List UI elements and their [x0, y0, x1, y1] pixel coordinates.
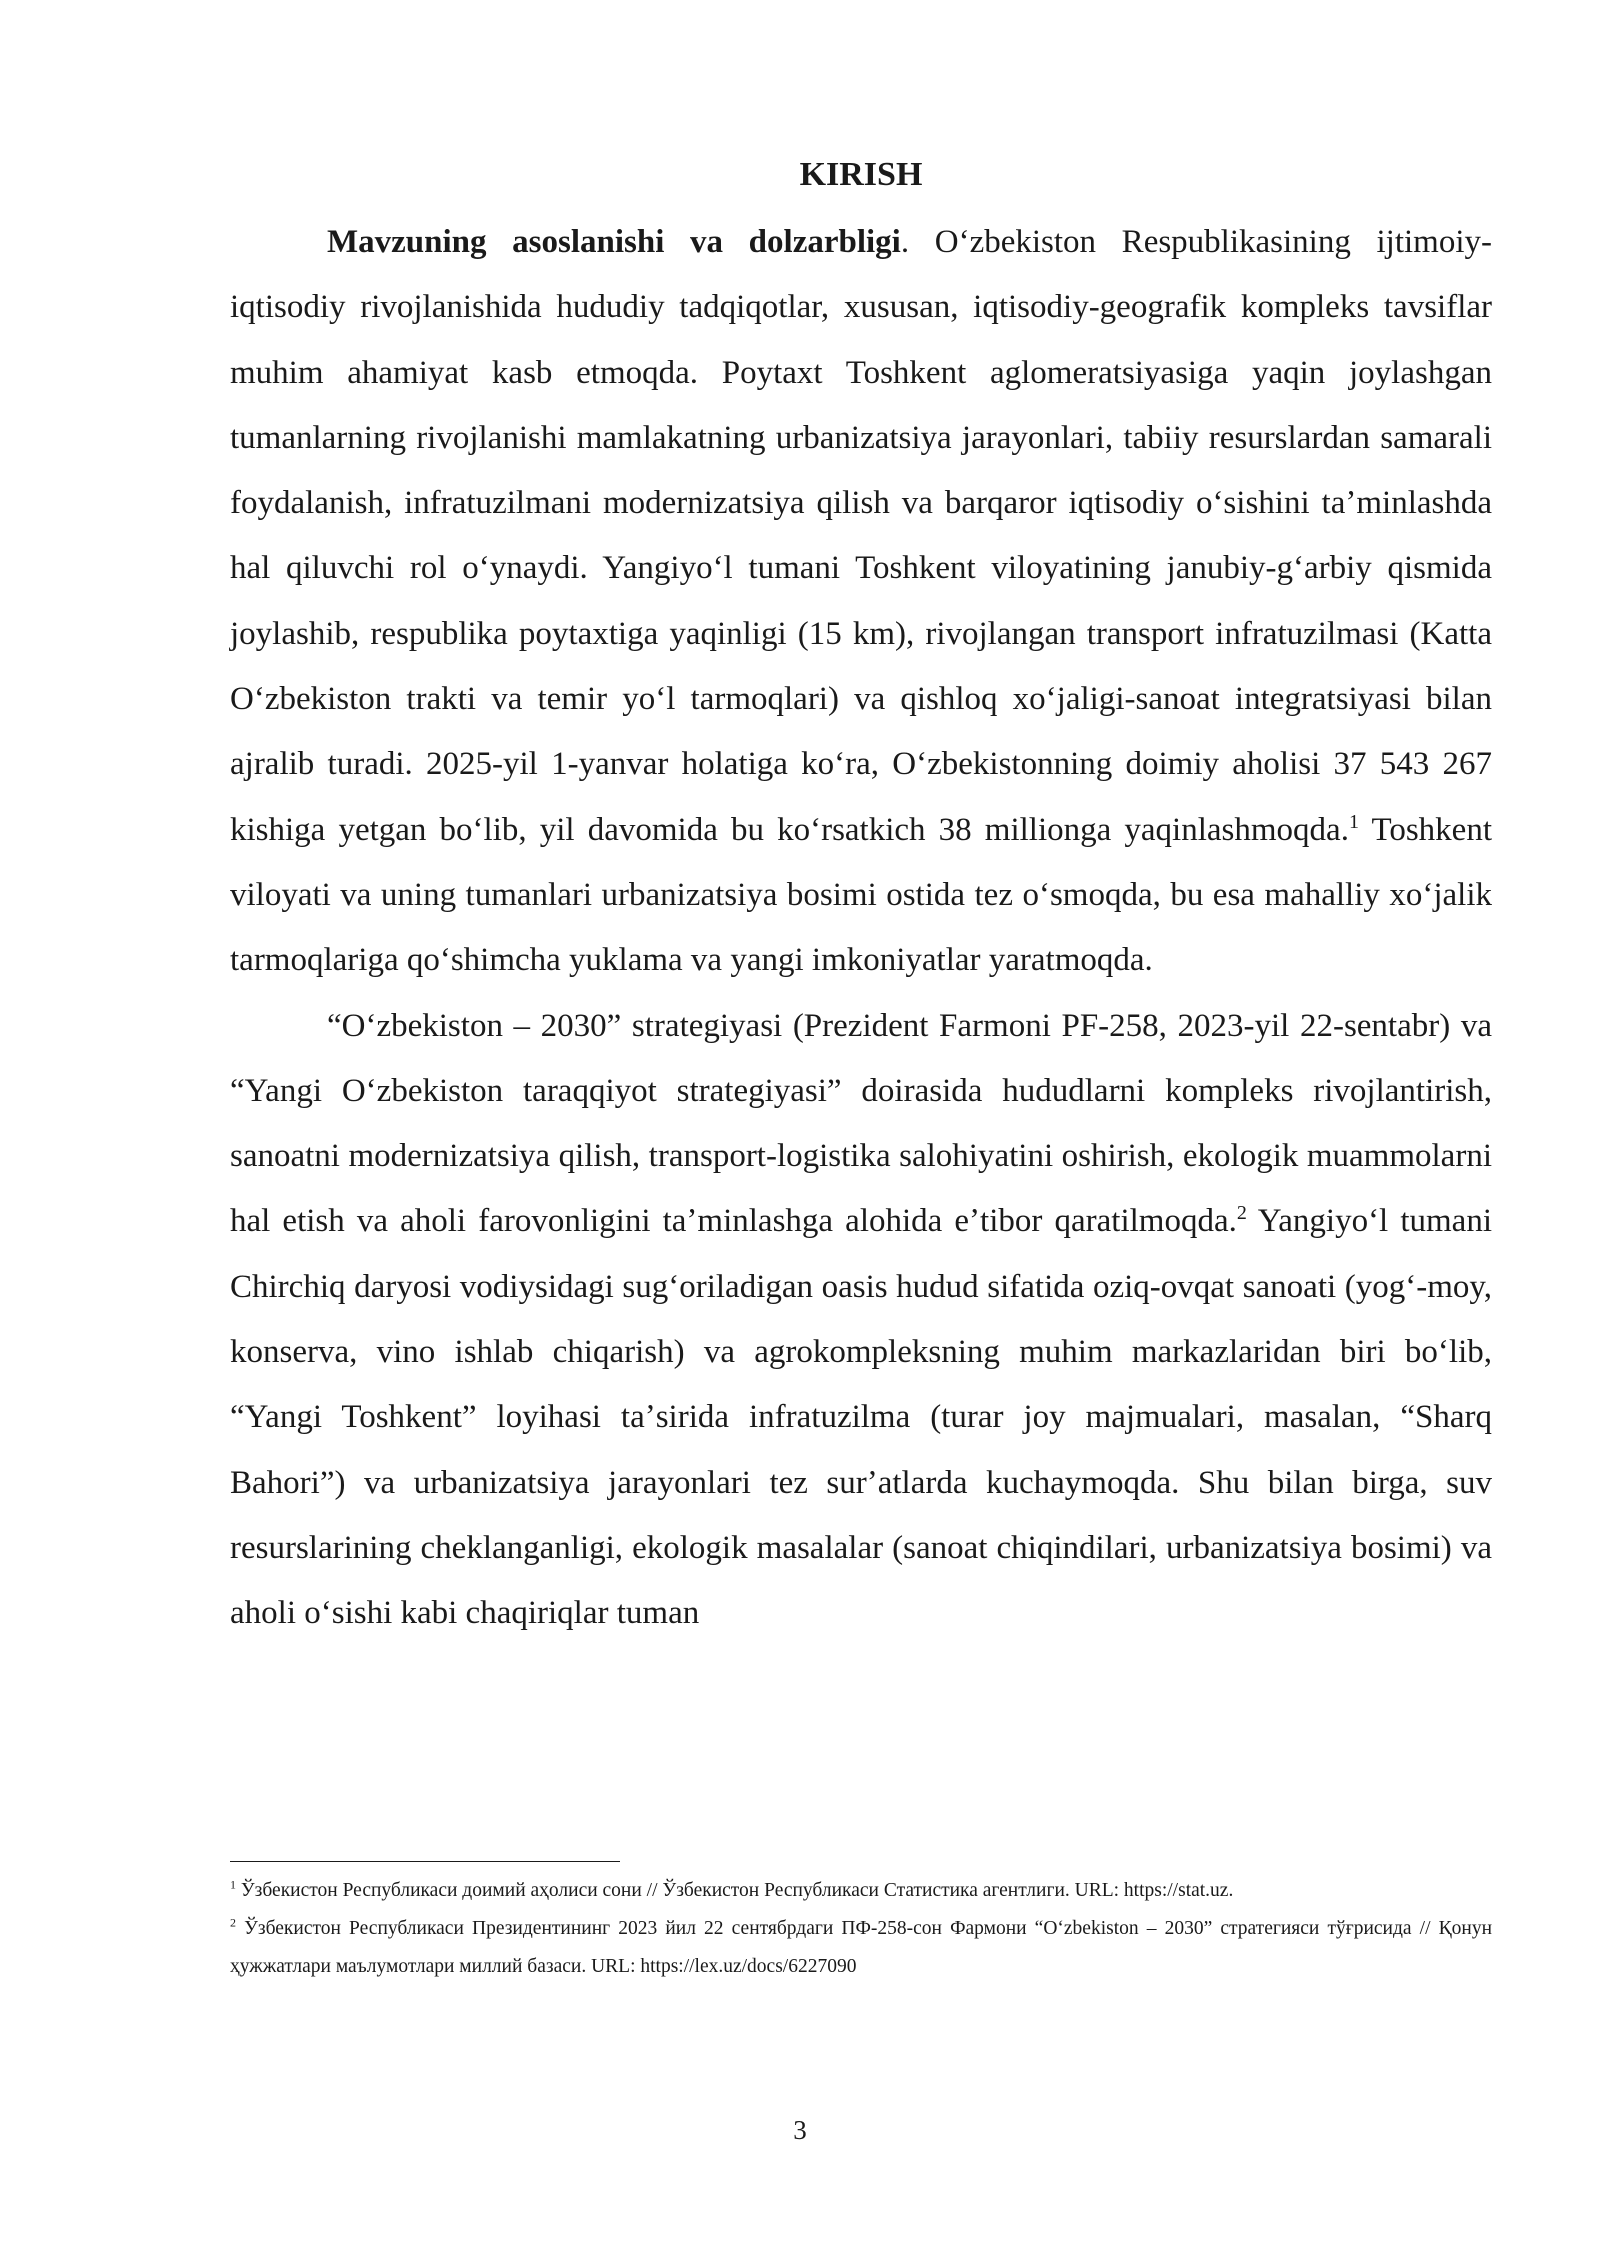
paragraph-lead: Mavzuning asoslanishi va dolzarbligi — [327, 224, 901, 260]
footnote-2 — [230, 1910, 1492, 1986]
paragraph-2-text-b: Yangiyoʻl tumani Chirchiq daryosi vodiysidagi sugʻoriladigan oasis hudud sifatida oziq-ovqat sanoati (yogʻ-moy, konserva, vino ishlab chiqarish) va agrokompleksning muhim markazlaridan biri boʻlib, “Yangi Toshkent” loyihasi taʼsirida infratuzilma (turar joy majmualari, masalan, “Sharq Bahori”) va urbanizatsiya jarayonlari tez surʼatlarda kuchaymoqda. Shu bilan birga, suv resurslarining cheklanganligi, ekologik masalalar (sanoat chiqindilari, urbanizatsiya bosimi) va aholi oʻsishi kabi chaqiriqlar tuman — [230, 1203, 1492, 1632]
section-title: KIRISH — [799, 156, 923, 193]
footnote-text: Ўзбекистон Республикаси доимий аҳолиси сони // Ўзбекистон Республикаси Статистика агентлиги. URL: https://stat.uz. — [236, 1880, 1234, 1901]
paragraph-1-text-a: . Oʻzbekiston Respublikasining ijtimoiy-iqtisodiy rivojlanishida hududiy tadqiqotlar, xususan, iqtisodiy-geografik kompleks tavsiflar muhim ahamiyat kasb etmoqda. Poytaxt Toshkent aglomeratsiyasiga yaqin joylashgan tumanlarning rivojlanishi mamlakatning urbanizatsiya jarayonlari, tabiiy resurslardan samarali foydalanish, infratuzilmani modernizatsiya qilish va barqaror iqtisodiy oʻsishini taʼminlashda hal qiluvchi rol oʻynaydi. Yangiyoʻl tumani Toshkent viloyatining janubiy-gʻarbiy qismida joylashib, respublika poytaxtiga yaqinligi (15 km), rivojlangan transport infratuzilmasi (Katta Oʻzbekiston trakti va temir yoʻl tarmoqlari) va qishloq xoʻjaligi-sanoat integratsiyasi bilan ajralib turadi. 2025-yil 1-yanvar holatiga koʻra, Oʻzbekistonning doimiy aholisi 37 543 267 kishiga yetgan boʻlib, yil davomida bu koʻrsatkich 38 millionga yaqinlashmoqda. — [230, 224, 1492, 848]
footnote-1 — [230, 1872, 1492, 1910]
paragraph-1 — [230, 210, 1492, 994]
footnote-number: 1 — [230, 1877, 236, 1892]
footnote-ref-2: 2 — [1236, 1202, 1247, 1225]
paragraph-1-text-b: Toshkent viloyati va uning tumanlari urbanizatsiya bosimi ostida tez oʻsmoqda, bu esa mahalliy xoʻjalik tarmoqlariga qoʻshimcha yuklama va yangi imkoniyatlar yaratmoqda. — [230, 811, 1492, 979]
footnote-number: 2 — [230, 1915, 236, 1930]
footnote-separator — [230, 1861, 620, 1862]
page-number: 3 — [793, 2115, 807, 2145]
paragraph-2 — [230, 994, 1492, 1647]
paragraph-2-text-a: “Oʻzbekiston – 2030” strategiyasi (Prezident Farmoni PF-258, 2023-yil 22-sentabr) va “Yangi Oʻzbekiston taraqqiyot strategiyasi” doirasida hududlarni kompleks rivojlantirish, sanoatni modernizatsiya qilish, transport-logistika salohiyatini oshirish, ekologik muammolarni hal etish va aholi farovonligini taʼminlashga alohida eʼtibor qaratilmoqda. — [230, 1007, 1492, 1240]
footnotes — [230, 1872, 1492, 1986]
body-text — [230, 210, 1492, 1647]
footnote-text: Ўзбекистон Республикаси Президентининг 2023 йил 22 сентябрдаги ПФ-258-сон Фармони “Oʻzbekiston – 2030” стратегияси тўғрисида // Қонун ҳужжатлари маълумотлари миллий базаси. URL: https://lex.uz/docs/6227090 — [230, 1918, 1492, 1977]
footnote-ref-1: 1 — [1348, 810, 1359, 833]
